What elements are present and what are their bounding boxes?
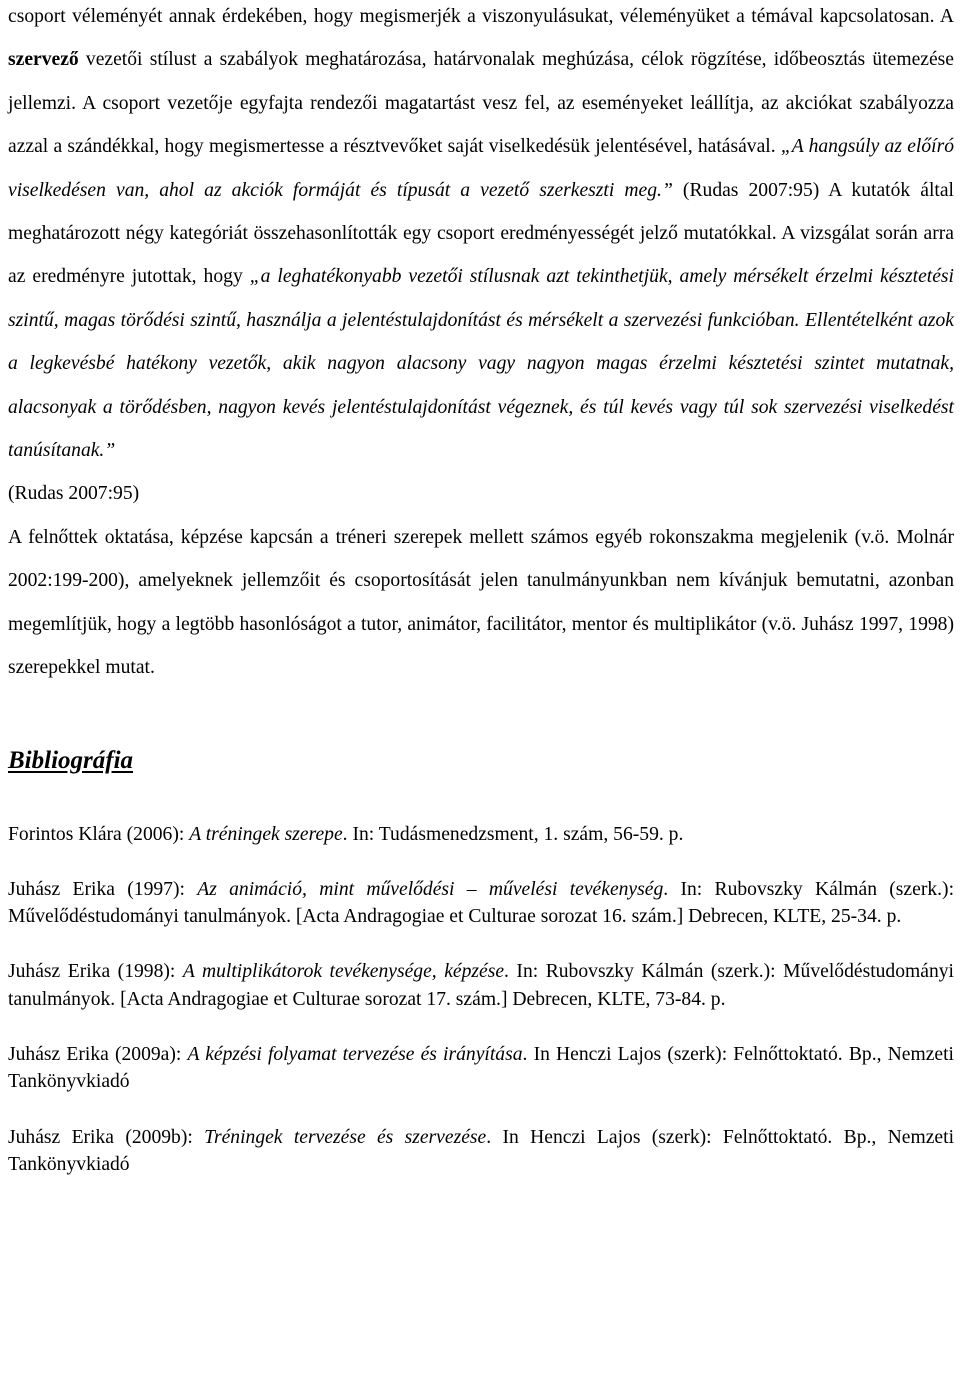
italic-text: „A hangsúly az előíró viselkedésen van, ahol az akciók formáját és típusát a vezető szerkeszti meg.” <box>8 136 954 201</box>
text-run: csoport véleményét annak érdekében, hogy megismerjék a viszonyulásukat, véleményüket a témával kapcsolatosan. A <box>8 6 954 27</box>
text-run: . In: Rubovszky Kálmán (szerk.): Művelődéstudományi tanulmányok. [Acta Andragogiae et Culturae sorozat 17. szám.] Debrecen, KLTE, 73-84. p. <box>8 961 955 1010</box>
text-run: Juhász Erika (1997): <box>8 878 198 900</box>
italic-text: „a leghatékonyabb vezetői stílusnak azt tekinthetjük, amely mérsékelt érzelmi késztetési szintű, magas törődési szintű, használja a jelentéstulajdonítást és mérsékelt a szervezési funkcióban. Ellentételként azok a legkevésbé hatékony vezetők, akik nagyon alacsony vagy nagyon magas érzelmi késztetési szintet mutatnak, alacsonyak a törődésben, nagyon kevés jelentéstulajdonítást végeznek, és túl kevés vagy túl sok szervezési viselkedést tanúsítanak.” <box>8 266 955 462</box>
text-run: (Rudas 2007:95) <box>8 483 140 505</box>
italic-text: Az animáció, mint művelődési – művelési tevékenység <box>197 878 664 900</box>
bibliography-heading: Bibliográfia <box>8 746 134 774</box>
bibliography-entry <box>8 1041 954 1096</box>
italic-text: A tréningek szerepe <box>189 823 343 845</box>
bibliography-entry <box>8 1124 954 1179</box>
paragraph-leadership-styles <box>8 0 954 472</box>
paragraph-citation <box>8 472 954 515</box>
italic-text: Tréningek tervezése és szervezése <box>204 1126 487 1148</box>
italic-text: A képzési folyamat tervezése és irányítása <box>187 1043 523 1065</box>
bibliography-entry <box>8 876 954 931</box>
text-run: A felnőttek oktatása, képzése kapcsán a tréneri szerepek mellett számos egyéb rokonszakma megjelenik (v.ö. Molnár 2002:199-200), amelyeknek jellemzőit és csoportosítását jelen tanulmányunkban nem kívánjuk bemutatni, azonban megemlítjük, hogy a legtöbb hasonlóságot a tutor, animátor, facilitátor, mentor és multiplikátor (v.ö. Juhász 1997, 1998) szerepekkel mutat. <box>8 526 954 679</box>
text-run: Juhász Erika (1998): <box>8 961 183 983</box>
text-run: vezetői stílust a szabályok meghatározása, határvonalak meghúzása, célok rögzítése, időbeosztás ütemezése jellemzi. A csoport vezetője egyfajta rendezői magatartást vesz fel, az eseményeket leállítja, az akciókat szabályozza azzal a szándékkal, hogy megismertesse a résztvevőket saját viselkedésük jelentésével, hatásával. <box>8 49 954 158</box>
text-run: . In Henczi Lajos (szerk): Felnőttoktató. Bp., Nemzeti Tankönyvkiadó <box>8 1126 955 1175</box>
text-run: (Rudas 2007:95) A kutatók által meghatározott négy kategóriát összehasonlították egy csoport eredményességét jelző mutatókkal. A vizsgálat során arra az eredményre jutottak, hogy <box>8 179 954 288</box>
text-run: . In: Rubovszky Kálmán (szerk.): Művelődéstudományi tanulmányok. [Acta Andragogiae et Culturae sorozat 16. szám.] Debrecen, KLTE, 25-34. p. <box>8 878 955 928</box>
bibliography-entry <box>8 821 954 848</box>
italic-text: A multiplikátorok tevékenysége, képzése <box>182 961 505 983</box>
bibliography-list <box>8 821 954 1179</box>
text-run: Forintos Klára (2006): <box>8 823 190 845</box>
document-page <box>8 0 954 1206</box>
text-run: Juhász Erika (2009b): <box>8 1126 205 1148</box>
text-run: . In Henczi Lajos (szerk): Felnőttoktató. Bp., Nemzeti Tankönyvkiadó <box>8 1043 954 1093</box>
bold-text: szervező <box>8 49 79 71</box>
bibliography-entry <box>8 958 954 1013</box>
paragraph-related-roles <box>8 516 954 690</box>
text-run: . In: Tudásmenedzsment, 1. szám, 56-59. p. <box>342 823 684 845</box>
text-run: Juhász Erika (2009a): <box>8 1043 188 1065</box>
